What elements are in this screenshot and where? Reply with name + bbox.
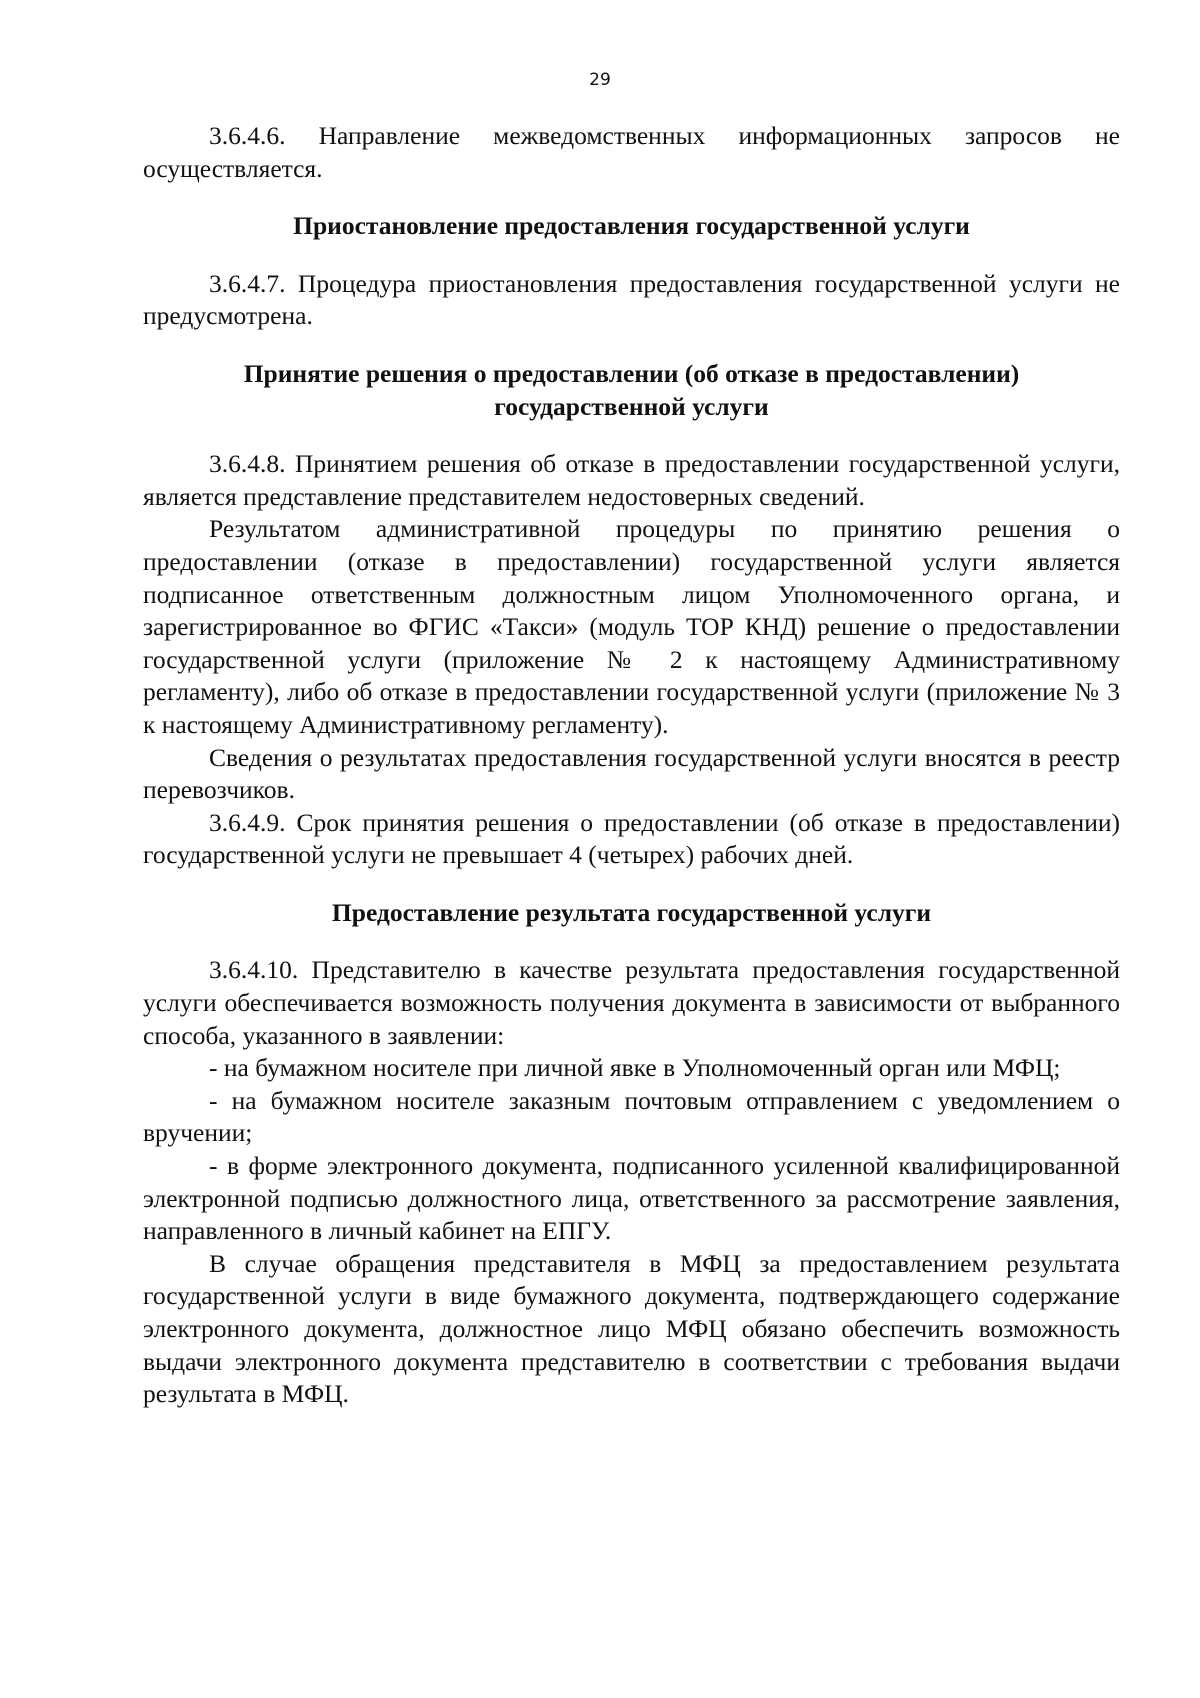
paragraph-3-6-4-6: 3.6.4.6. Направление межведомственных информационных запросов не осуществляется. [143,121,1120,183]
heading-suspension: Приостановление предоставления государственной услуги [293,211,970,241]
paragraph-3-6-4-7: 3.6.4.7. Процедура приостановления предоставления государственной услуги не предусмотрена. [143,268,1120,331]
paragraph-mfc-case: В случае обращения представителя в МФЦ за предоставлением результата государственной услуги в виде бумажного документа, подтверждающего содержание электронного документа, должностное лицо МФЦ обязано обеспечить возможность выдачи электронного документа представителю в соответствии с требования выдачи результата в МФЦ. [143,1248,1120,1409]
paragraph-3-6-4-8: 3.6.4.8. Принятием решения об отказе в предоставлении государственной услуги, является представление представителем недостоверных сведений. [143,449,1120,511]
page-number: 29 [589,70,611,90]
heading-result-delivery: Предоставление результата государственной услуги [331,897,932,927]
list-item-paper-mail: - на бумажном носителе заказным почтовым отправлением с уведомлением о вручении; [143,1085,1120,1148]
list-item-electronic: - в форме электронного документа, подписанного усиленной квалифицированной электронной подписью должностного лица, ответственного за рассмотрение заявления, направленного в личный кабинет на ЕПГУ. [143,1151,1120,1246]
paragraph-registry-info: Сведения о результатах предоставления государственной услуги вносятся в реестр перевозчиков. [143,742,1120,805]
document-body [143,120,1120,1411]
heading-decision: Принятие решения о предоставлении (об отказе в предоставлении) государственной услуги [243,358,1020,421]
paragraph-3-6-4-9: 3.6.4.9. Срок принятия решения о предоставлении (об отказе в предоставлении) государственной услуги не превышает 4 (четырех) рабочих дней. [143,807,1120,870]
list-item-paper-in-person: - на бумажном носителе при личной явке в Уполномоченный орган или МФЦ; [209,1053,1061,1083]
paragraph-result-procedure: Результатом административной процедуры по принятию решения о предоставлении (отказе в предоставлении) государственной услуги является подписанное ответственным должностным лицом Уполномоченного органа, и зарегистрированное во ФГИС «Такси» (модуль ТОР КНД) решение о предоставлении государственной услуги (приложение № 2 к настоящему Административному регламенту), либо об отказе в предоставлении государственной услуги (приложение № 3 к настоящему Административному регламенту). [143,514,1120,739]
paragraph-3-6-4-10: 3.6.4.10. Представителю в качестве результата предоставления государственной услуги обеспечивается возможность получения документа в зависимости от выбранного способа, указанного в заявлении: [143,955,1120,1050]
